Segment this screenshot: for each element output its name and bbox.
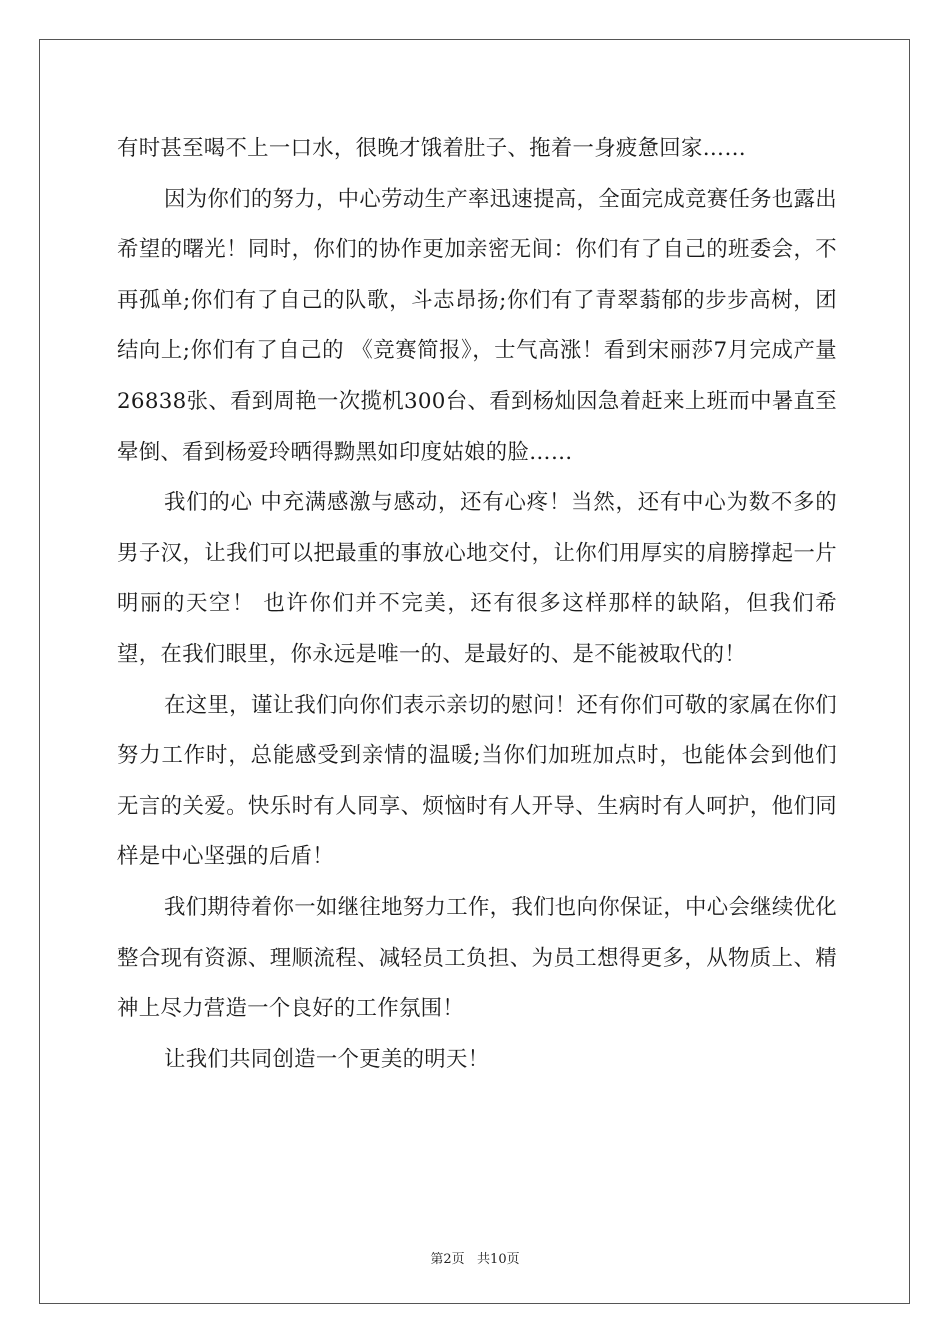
paragraph-3: 我们的心 中充满感激与感动，还有心疼！当然，还有中心为数不多的男子汉，让我们可以把最重的事放心地交付，让你们用厚实的肩膀撑起一片明丽的天空！ 也许你们并不完美，还有很多这样那样的缺陷，但我们希望，在我们眼里，你永远是唯一的、是最好的、是不能被取代的！ — [117, 490, 837, 667]
page-number-footer — [0, 1248, 950, 1267]
paragraph-1: 有时甚至喝不上一口水，很晚才饿着肚子、拖着一身疲惫回家…… — [117, 136, 747, 161]
paragraph-6: 让我们共同创造一个更美的明天！ — [164, 1046, 490, 1072]
page-number-label: 第2页 共10页 — [430, 1252, 520, 1267]
paragraph-5: 我们期待着你一如继往地努力工作，我们也向你保证，中心会继续优化整合现有资源、理顺流程、减轻员工负担、为员工想得更多，从物质上、精神上尽力营造一个良好的工作氛围！ — [117, 894, 837, 1022]
paragraph-2: 因为你们的努力，中心劳动生产率迅速提高，全面完成竞赛任务也露出希望的曙光！同时，你们的协作更加亲密无间：你们有了自己的班委会，不再孤单;你们有了自己的队歌，斗志昂扬;你们有了青翠蓊郁的步步高树，团结向上;你们有了自己的 《竞赛简报》，士气高涨！看到宋丽莎7月完成产量26838张、看到周艳一次揽机300台、看到杨灿因急着赶来上班而中暑直至晕倒、看到杨爱玲晒得黝黑如印度姑娘的脸…… — [117, 186, 837, 465]
document-body — [117, 124, 837, 1085]
paragraph-4: 在这里，谨让我们向你们表示亲切的慰问！还有你们可敬的家属在你们努力工作时，总能感受到亲情的温暖;当你们加班加点时，也能体会到他们无言的关爱。快乐时有人同享、烦恼时有人开导、生病时有人呵护，他们同样是中心坚强的后盾！ — [117, 692, 837, 870]
